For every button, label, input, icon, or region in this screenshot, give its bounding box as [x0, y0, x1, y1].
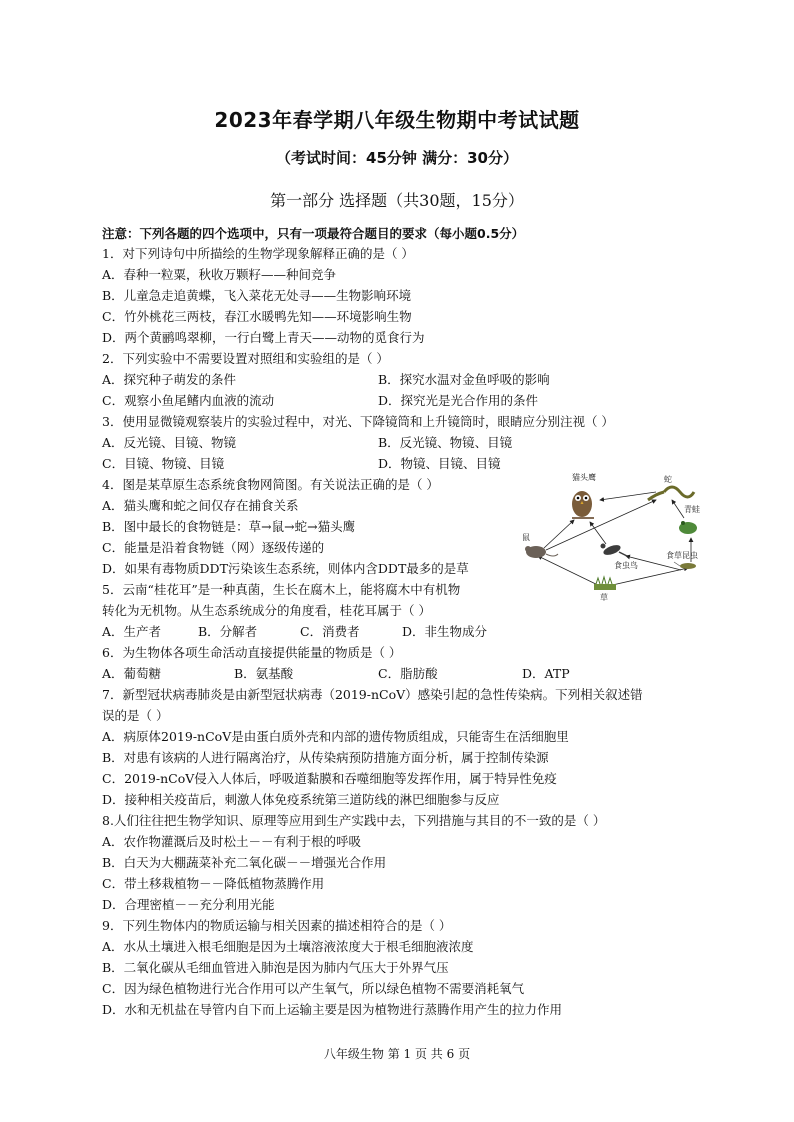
- label-owl: 猫头鹰: [572, 473, 596, 482]
- snake-picture: [648, 487, 694, 500]
- q5-option-d: D．非生物成分: [402, 624, 488, 639]
- arrow-grass-to-mouse: [538, 556, 604, 588]
- q3-option-b: B．反光镜、物镜、目镜: [378, 435, 513, 450]
- q4-option-b: B．图中最长的食物链是：草→鼠→蛇→猫头鹰: [102, 519, 356, 534]
- q1-stem: 1．对下列诗句中所描绘的生物学现象解释正确的是（ ）: [102, 246, 414, 261]
- label-insect: 食草昆虫: [666, 551, 698, 560]
- q5-stem-line2: 转化为无机物。从生态系统成分的角度看，桂花耳属于（ ）: [102, 603, 431, 618]
- q2-option-a: A．探究种子萌发的条件: [102, 372, 237, 387]
- label-grass: 草: [600, 593, 608, 602]
- exam-subtitle: （考试时间：45分钟 满分：30分）: [276, 149, 518, 167]
- page-footer: 八年级生物 第 1 页 共 6 页: [323, 1047, 471, 1061]
- q5-option-b: B．分解者: [198, 624, 258, 639]
- insect-picture: [674, 562, 696, 569]
- q3-option-c: C．目镜、物镜、目镜: [102, 456, 225, 471]
- q9-stem: 9．下列生物体内的物质运输与相关因素的描述相符合的是（ ）: [102, 918, 452, 933]
- frog-picture: [679, 521, 697, 534]
- q1-option-d: D．两个黄鹂鸣翠柳，一行白鹭上青天——动物的觅食行为: [102, 330, 425, 345]
- mouse-picture: [525, 546, 558, 558]
- bird-picture: [601, 543, 628, 557]
- q4-option-c: C．能量是沿着食物链（网）逐级传递的: [102, 540, 325, 555]
- arrow-frog-to-snake: [672, 500, 684, 518]
- q9-option-c: C．因为绿色植物进行光合作用可以产生氧气，所以绿色植物不需要消耗氧气: [102, 981, 525, 996]
- q7-option-c: C．2019-nCoV侵入人体后，呼吸道黏膜和吞噬细胞等发挥作用，属于特异性免疫: [102, 771, 557, 786]
- exam-title: 2023年春学期八年级生物期中考试试题: [214, 108, 580, 132]
- q2-stem: 2．下列实验中不需要设置对照组和实验组的是（ ）: [102, 351, 389, 366]
- q4-option-a: A．猫头鹰和蛇之间仅存在捕食关系: [102, 498, 299, 513]
- q8-stem: 8.人们往往把生物学知识、原理等应用到生产实践中去，下列措施与其目的不一致的是（ ）: [102, 813, 606, 828]
- label-frog: 青蛙: [684, 505, 700, 514]
- label-snake: 蛇: [664, 475, 672, 484]
- q6-option-a: A．葡萄糖: [102, 666, 162, 681]
- q9-option-b: B．二氧化碳从毛细血管进入肺泡是因为肺内气压大于外界气压: [102, 960, 449, 975]
- q5-stem-line1: 5．云南“桂花耳”是一种真菌，生长在腐木上，能将腐木中有机物: [102, 582, 461, 597]
- q6-option-b: B．氨基酸: [234, 666, 294, 681]
- owl-picture: [572, 491, 594, 518]
- q2-option-d: D．探究光是光合作用的条件: [378, 393, 539, 408]
- q6-stem: 6．为生物体各项生命活动直接提供能量的物质是（ ）: [102, 645, 402, 660]
- q5-option-c: C．消费者: [300, 624, 360, 639]
- q7-option-b: B．对患有该病的人进行隔离治疗，从传染病预防措施方面分析，属于控制传染源: [102, 750, 549, 765]
- q8-option-d: D．合理密植－－充分利用光能: [102, 897, 275, 912]
- q1-option-a: A．春种一粒粟，秋收万颗籽——种间竞争: [102, 267, 337, 282]
- q4-option-d: D．如果有毒物质DDT污染该生态系统，则体内含DDT最多的是草: [102, 561, 469, 576]
- arrow-mouse-to-snake: [546, 500, 656, 550]
- q1-option-b: B．儿童急走追黄蝶，飞入菜花无处寻——生物影响环境: [102, 288, 412, 303]
- arrow-grass-to-insect: [608, 568, 688, 586]
- label-bird: 食虫鸟: [614, 561, 638, 570]
- q4-stem: 4．图是某草原生态系统食物网简图。有关说法正确的是（ ）: [102, 477, 439, 492]
- q7-stem-line1: 7．新型冠状病毒肺炎是由新型冠状病毒（2019-nCoV）感染引起的急性传染病。下列相关叙述错: [102, 687, 643, 702]
- q5-option-a: A．生产者: [102, 624, 162, 639]
- q3-stem: 3．使用显微镜观察装片的实验过程中，对光、下降镜筒和上升镜筒时，眼睛应分别注视（ ）: [102, 414, 614, 429]
- q7-option-a: A．病原体2019-nCoV是由蛋白质外壳和内部的遗传物质组成，只能寄生在活细胞里: [102, 729, 569, 744]
- label-mouse: 鼠: [522, 533, 530, 542]
- q8-option-c: C．带土移栽植物－－降低植物蒸腾作用: [102, 876, 325, 891]
- q1-option-c: C．竹外桃花三两枝，春江水暖鸭先知——环境影响生物: [102, 309, 412, 324]
- q7-option-d: D．接种相关疫苗后，刺激人体免疫系统第三道防线的淋巴细胞参与反应: [102, 792, 500, 807]
- q2-option-c: C．观察小鱼尾鳍内血液的流动: [102, 393, 275, 408]
- q8-option-a: A．农作物灌溉后及时松土－－有利于根的呼吸: [102, 834, 362, 849]
- q6-option-d: D．ATP: [522, 666, 570, 681]
- instructions-note: 注意：下列各题的四个选项中，只有一项最符合题目的要求（每小题0.5分）: [102, 226, 525, 241]
- q8-option-b: B．白天为大棚蔬菜补充二氧化碳－－增强光合作用: [102, 855, 387, 870]
- q9-option-d: D．水和无机盐在导管内自下而上运输主要是因为植物进行蒸腾作用产生的拉力作用: [102, 1002, 563, 1017]
- grass-picture: [594, 577, 616, 590]
- q7-stem-line2: 误的是（ ）: [102, 708, 169, 723]
- q3-option-a: A．反光镜、目镜、物镜: [102, 435, 237, 450]
- q9-option-a: A．水从土壤进入根毛细胞是因为土壤溶液浓度大于根毛细胞液浓度: [102, 939, 474, 954]
- q3-option-d: D．物镜、目镜、目镜: [378, 456, 501, 471]
- arrow-bird-to-owl: [590, 522, 606, 544]
- q6-option-c: C．脂肪酸: [378, 666, 438, 681]
- q2-option-b: B．探究水温对金鱼呼吸的影响: [378, 372, 550, 387]
- food-web-diagram: [516, 470, 702, 602]
- section-heading: 第一部分 选择题（共30题，15分）: [270, 191, 524, 210]
